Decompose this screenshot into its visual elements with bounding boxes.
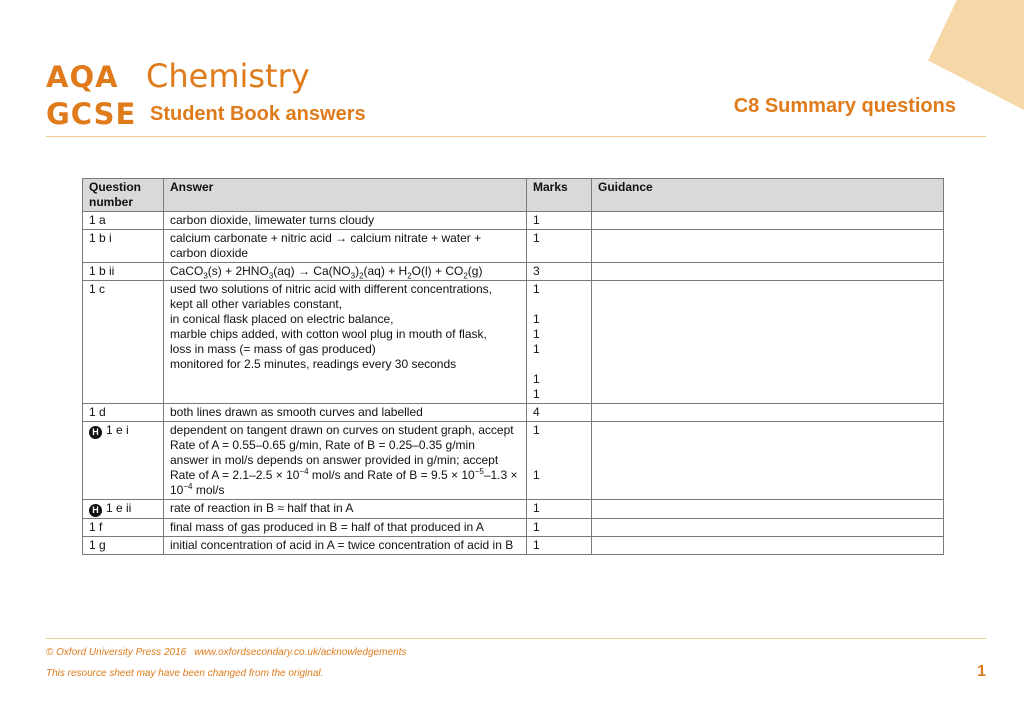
mark-value xyxy=(533,438,585,453)
mark-value: 1 xyxy=(533,282,540,296)
question-number-cell xyxy=(83,263,164,281)
question-number-cell xyxy=(83,519,164,537)
mark-value: 3 xyxy=(533,264,540,278)
logo-gcse: GCSE xyxy=(46,97,137,131)
page-title: C8 Summary questions xyxy=(733,95,956,117)
marks-cell xyxy=(527,404,592,422)
question-number: 1 b ii xyxy=(89,264,115,278)
header-question-number: Question number xyxy=(83,179,164,212)
answer-line: both lines drawn as smooth curves and labelled xyxy=(170,405,423,419)
equation-part: O(l) + CO xyxy=(411,264,464,278)
footer-divider xyxy=(46,638,986,639)
logo-chemistry: Chemistry xyxy=(146,57,310,95)
marks-cell xyxy=(527,281,592,404)
table-row xyxy=(83,212,944,230)
guidance-cell xyxy=(592,519,944,537)
answer-cell xyxy=(164,422,527,500)
mark-value: 1 xyxy=(533,387,540,401)
table-row xyxy=(83,404,944,422)
footer-note: This resource sheet may have been changed from the original. xyxy=(46,668,324,679)
answer-cell xyxy=(164,281,527,404)
table-row xyxy=(83,519,944,537)
marks-cell xyxy=(527,500,592,519)
guidance-cell xyxy=(592,212,944,230)
answer-line: rate of reaction in B ≈ half that in A xyxy=(170,501,354,515)
answer-line: final mass of gas produced in B = half of that produced in A xyxy=(170,520,484,534)
mark-value: 1 xyxy=(533,468,540,482)
answer-part: −4 xyxy=(299,467,309,476)
guidance-cell xyxy=(592,281,944,404)
copyright-text: © Oxford University Press 2016 xyxy=(46,647,187,658)
question-number: 1 c xyxy=(89,282,106,296)
question-number: 1 a xyxy=(89,213,106,227)
page-number: 1 xyxy=(977,663,986,680)
mark-value: 1 xyxy=(533,312,540,326)
guidance-cell xyxy=(592,263,944,281)
answer-line: monitored for 2.5 minutes, readings every 30 seconds xyxy=(170,357,457,371)
mark-value: 1 xyxy=(533,342,540,356)
equation-part: 3 xyxy=(203,271,208,281)
marks-cell xyxy=(527,212,592,230)
equation-part: 3 xyxy=(350,271,356,281)
question-number: 1 f xyxy=(89,520,103,534)
guidance-cell xyxy=(592,422,944,500)
mark-value: 1 xyxy=(533,327,540,341)
answer-line: calcium carbonate + nitric acid → calcium nitrate + water + carbon dioxide xyxy=(170,231,482,260)
table-row xyxy=(83,230,944,263)
answer-line xyxy=(170,453,520,498)
answer-part: mol/s xyxy=(192,483,225,497)
mark-value: 1 xyxy=(533,213,540,227)
header-divider xyxy=(46,136,986,137)
question-number-cell xyxy=(83,230,164,263)
acknowledgements-link[interactable]: www.oxfordsecondary.co.uk/acknowledgements xyxy=(194,647,407,658)
mark-value xyxy=(533,357,585,372)
page-subtitle: Student Book answers xyxy=(150,103,366,125)
question-number: 1 e i xyxy=(106,423,129,437)
answer-part: −5 xyxy=(474,467,484,476)
answer-cell xyxy=(164,519,527,537)
marks-cell xyxy=(527,263,592,281)
mark-value xyxy=(533,297,585,312)
guidance-cell xyxy=(592,404,944,422)
question-number-cell xyxy=(83,404,164,422)
answer-part: answer in mol/s depends on answer provided in g/min; accept Rate of A = 2.1–2.5 × 10 xyxy=(170,453,499,482)
answer-line: loss in mass (= mass of gas produced) xyxy=(170,342,376,356)
equation-part: (aq) + H xyxy=(363,264,408,278)
question-number: 1 d xyxy=(89,405,106,419)
footer-copyright xyxy=(46,647,406,658)
guidance-cell xyxy=(592,230,944,263)
question-number-cell xyxy=(83,422,164,500)
equation-part: 3 xyxy=(268,271,274,281)
question-number-cell xyxy=(83,500,164,519)
table-header-row xyxy=(83,179,944,212)
question-number: 1 e ii xyxy=(106,501,132,515)
answer-cell xyxy=(164,263,527,281)
marks-cell xyxy=(527,230,592,263)
table-row xyxy=(83,422,944,500)
equation-part: 2 xyxy=(463,271,468,281)
marks-cell xyxy=(527,422,592,500)
equation-part: (g) xyxy=(467,264,483,278)
guidance-cell xyxy=(592,500,944,519)
table-row xyxy=(83,263,944,281)
answer-line: initial concentration of acid in A = twice concentration of acid in B xyxy=(170,538,514,552)
answer-line: carbon dioxide, limewater turns cloudy xyxy=(170,213,375,227)
guidance-cell xyxy=(592,537,944,555)
question-number-cell xyxy=(83,212,164,230)
mark-value xyxy=(533,453,585,468)
header-answer: Answer xyxy=(164,179,527,212)
answer-part: –1.3 × 10 xyxy=(170,468,518,497)
answer-line: kept all other variables constant, xyxy=(170,297,343,311)
answer-line: dependent on tangent drawn on curves on student graph, accept Rate of A = 0.55–0.65 g/min, Rate of B = 0.25–0.35 g/min xyxy=(170,423,514,452)
header-guidance: Guidance xyxy=(592,179,944,212)
answer-line: used two solutions of nitric acid with different concentrations, xyxy=(170,282,492,296)
table-row xyxy=(83,500,944,519)
question-number: 1 g xyxy=(89,538,106,552)
mark-value: 4 xyxy=(533,405,540,419)
higher-tier-icon: H xyxy=(89,504,102,517)
logo-aqa: AQA xyxy=(46,60,119,94)
equation-part: ) xyxy=(355,264,360,278)
header-marks: Marks xyxy=(527,179,592,212)
equation-part: 2 xyxy=(407,271,412,281)
answer-line: marble chips added, with cotton wool plug in mouth of flask, xyxy=(170,327,487,341)
equation-part: CaCO xyxy=(170,264,204,278)
answer-cell xyxy=(164,230,527,263)
mark-value: 1 xyxy=(533,538,540,552)
answer-cell xyxy=(164,212,527,230)
answer-cell xyxy=(164,500,527,519)
question-number-cell xyxy=(83,537,164,555)
table-row xyxy=(83,537,944,555)
marks-cell xyxy=(527,537,592,555)
mark-value: 1 xyxy=(533,372,540,386)
top-band xyxy=(0,0,1024,44)
equation-part: (s) + 2HNO xyxy=(207,264,269,278)
answer-part: −4 xyxy=(183,482,193,491)
answer-cell xyxy=(164,537,527,555)
marks-cell xyxy=(527,519,592,537)
table-row xyxy=(83,281,944,404)
question-number-cell xyxy=(83,281,164,404)
equation-part: 2 xyxy=(359,271,364,281)
higher-tier-icon: H xyxy=(89,426,102,439)
answers-table xyxy=(82,178,944,555)
mark-value: 1 xyxy=(533,520,540,534)
answer-part: mol/s and Rate of B = 9.5 × 10 xyxy=(308,468,475,482)
answer-cell xyxy=(164,404,527,422)
mark-value: 1 xyxy=(533,231,540,245)
mark-value: 1 xyxy=(533,423,540,437)
question-number: 1 b i xyxy=(89,231,112,245)
mark-value: 1 xyxy=(533,501,540,515)
equation-part: (aq) → Ca(NO xyxy=(273,264,351,278)
answer-line: in conical flask placed on electric balance, xyxy=(170,312,394,326)
